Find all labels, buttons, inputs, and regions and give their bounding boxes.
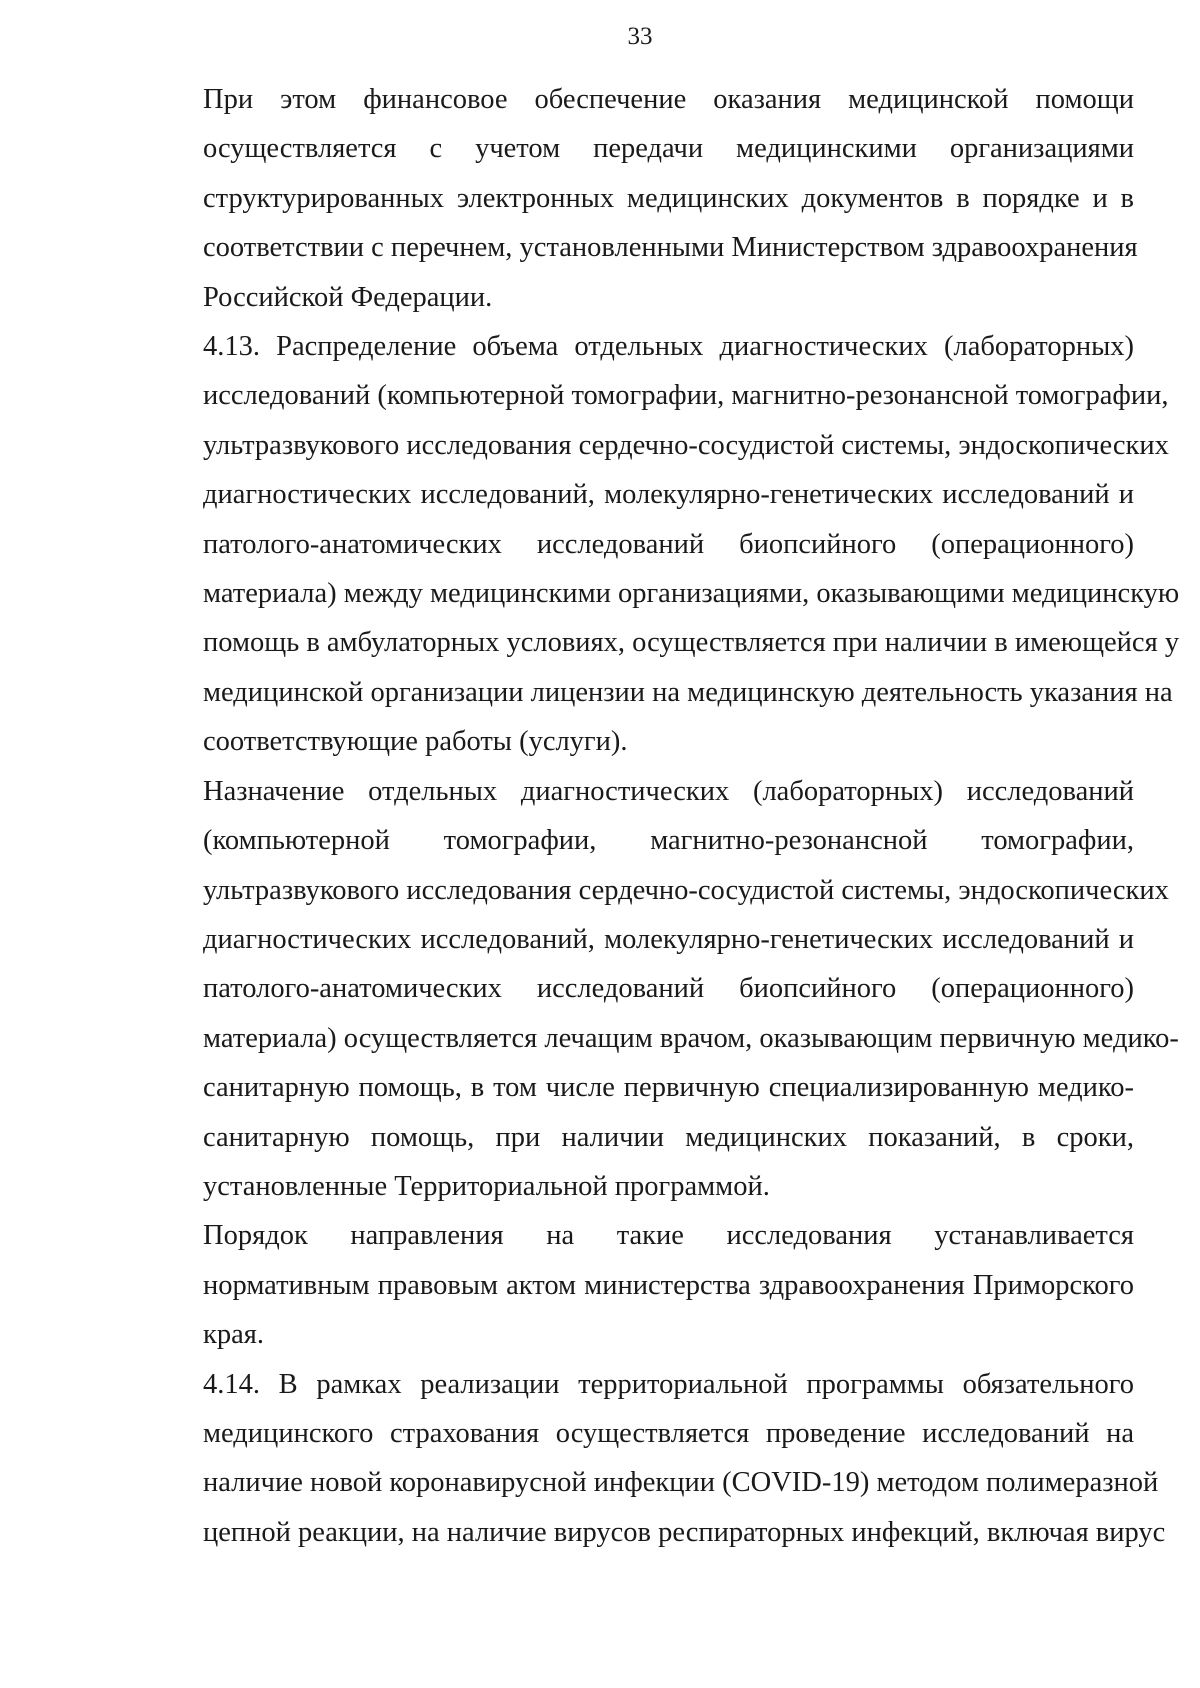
text-line: соответствии с перечнем, установленными Министерством здравоохранения	[203, 232, 1138, 264]
text-line: Порядок направления на такие исследования устанавливается	[203, 1220, 1134, 1252]
paragraph-assignment	[150, 767, 1179, 1212]
text-line: наличие новой коронавирусной инфекции (COVID-19) методом полимеразной	[203, 1467, 1159, 1499]
text-line: установленные Территориальной программой.	[203, 1170, 770, 1202]
text-line: 4.14. В рамках реализации территориальной программы обязательного	[203, 1368, 1134, 1400]
text-line: цепной реакции, на наличие вирусов респираторных инфекций, включая вирус	[203, 1516, 1166, 1548]
paragraph-referral-order	[150, 1211, 1134, 1359]
text-line: материала) осуществляется лечащим врачом, оказывающим первичную медико-	[203, 1022, 1179, 1054]
text-line: материала) между медицинскими организациями, оказывающими медицинскую	[203, 578, 1180, 610]
text-line: санитарную помощь, при наличии медицинских показаний, в сроки,	[203, 1121, 1134, 1153]
text-line: осуществляется с учетом передачи медицинскими организациями	[203, 133, 1134, 165]
text-line: патолого-анатомических исследований биопсийного (операционного)	[203, 528, 1134, 560]
text-line: ультразвукового исследования сердечно-сосудистой системы, эндоскопических	[203, 874, 1169, 906]
text-line: структурированных электронных медицинских документов в порядке и в	[203, 182, 1134, 214]
text-line: диагностических исследований, молекулярно-генетических исследований и	[203, 479, 1134, 511]
paragraph-4-13	[150, 322, 1180, 767]
text-line: помощь в амбулаторных условиях, осуществляется при наличии в имеющейся у	[203, 627, 1180, 659]
page-number: 33	[627, 23, 653, 50]
text-line: При этом финансовое обеспечение оказания медицинской помощи	[203, 84, 1134, 115]
text-line: медицинского страхования осуществляется проведение исследований на	[203, 1417, 1134, 1449]
paragraph-4-14	[150, 1360, 1166, 1558]
text-line: края.	[203, 1319, 264, 1351]
text-line: ультразвукового исследования сердечно-сосудистой системы, эндоскопических	[203, 429, 1169, 461]
text-line: нормативным правовым актом министерства здравоохранения Приморского	[203, 1269, 1134, 1301]
text-line: 4.13. Распределение объема отдельных диагностических (лабораторных)	[203, 331, 1134, 363]
text-line: патолого-анатомических исследований биопсийного (операционного)	[203, 973, 1134, 1005]
text-line: санитарную помощь, в том числе первичную специализированную медико-	[203, 1072, 1134, 1104]
text-line: диагностических исследований, молекулярно-генетических исследований и	[203, 923, 1134, 955]
text-line: Назначение отдельных диагностических (лабораторных) исследований	[203, 775, 1134, 807]
text-line: исследований (компьютерной томографии, магнитно-резонансной томографии,	[203, 380, 1169, 412]
text-line: (компьютерной томографии, магнитно-резонансной томографии,	[203, 825, 1134, 857]
document-body	[150, 75, 1180, 1557]
text-line: соответствующие работы (услуги).	[203, 726, 628, 758]
text-line: медицинской организации лицензии на медицинскую деятельность указания на	[203, 676, 1173, 708]
paragraph-financing	[150, 75, 1138, 322]
text-line: Российской Федерации.	[203, 281, 493, 313]
